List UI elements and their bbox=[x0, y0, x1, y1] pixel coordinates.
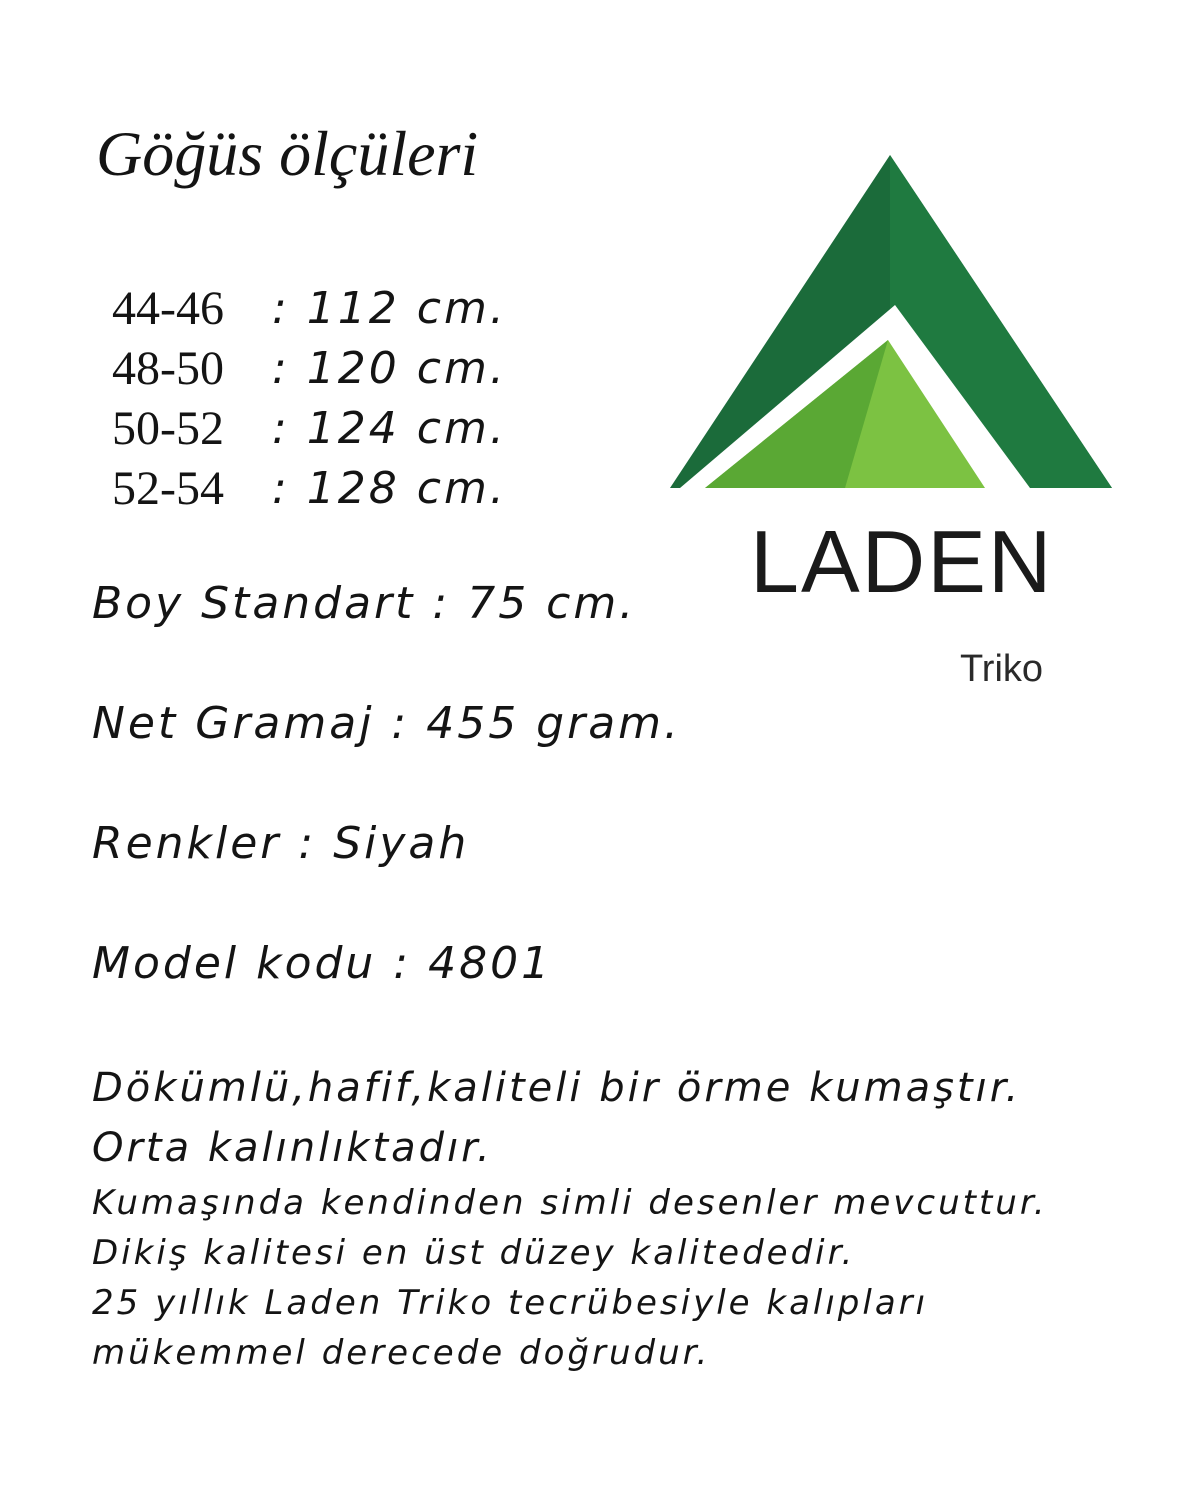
description bbox=[92, 1058, 1048, 1378]
description-line: 25 yıllık Laden Triko tecrübesiyle kalıpları bbox=[92, 1283, 929, 1323]
size-value: : 120 cm. bbox=[272, 342, 507, 394]
size-range: 44-46 bbox=[112, 281, 224, 335]
size-value: : 112 cm. bbox=[272, 282, 507, 334]
description-line: Kumaşında kendinden simli desenler mevcuttur. bbox=[92, 1183, 1048, 1223]
title: Göğüs ölçüleri bbox=[96, 118, 479, 189]
brand-name: LADEN bbox=[750, 512, 1054, 611]
size-value: : 124 cm. bbox=[272, 402, 507, 454]
boy-standart: Boy Standart : 75 cm. bbox=[92, 578, 637, 629]
brand-subtitle: Triko bbox=[960, 648, 1044, 690]
size-row bbox=[112, 338, 507, 398]
brand-logo bbox=[660, 150, 1120, 710]
size-table bbox=[112, 278, 507, 518]
size-row bbox=[112, 398, 507, 458]
size-range: 52-54 bbox=[112, 461, 224, 515]
description-line: Orta kalınlıktadır. bbox=[92, 1125, 493, 1171]
size-row bbox=[112, 458, 507, 518]
description-line: Dikiş kalitesi en üst düzey kalitededir. bbox=[92, 1233, 856, 1273]
size-range: 50-52 bbox=[112, 401, 224, 455]
renkler: Renkler : Siyah bbox=[92, 818, 470, 869]
size-row bbox=[112, 278, 507, 338]
size-range: 48-50 bbox=[112, 341, 224, 395]
net-gramaj: Net Gramaj : 455 gram. bbox=[92, 698, 682, 749]
description-line: mükemmel derecede doğrudur. bbox=[92, 1333, 711, 1373]
description-line: Dökümlü,hafif,kaliteli bir örme kumaştır. bbox=[92, 1065, 1022, 1111]
triangle-logo-icon bbox=[660, 150, 1120, 500]
model-kodu: Model kodu : 4801 bbox=[92, 938, 553, 989]
size-value: : 128 cm. bbox=[272, 462, 507, 514]
